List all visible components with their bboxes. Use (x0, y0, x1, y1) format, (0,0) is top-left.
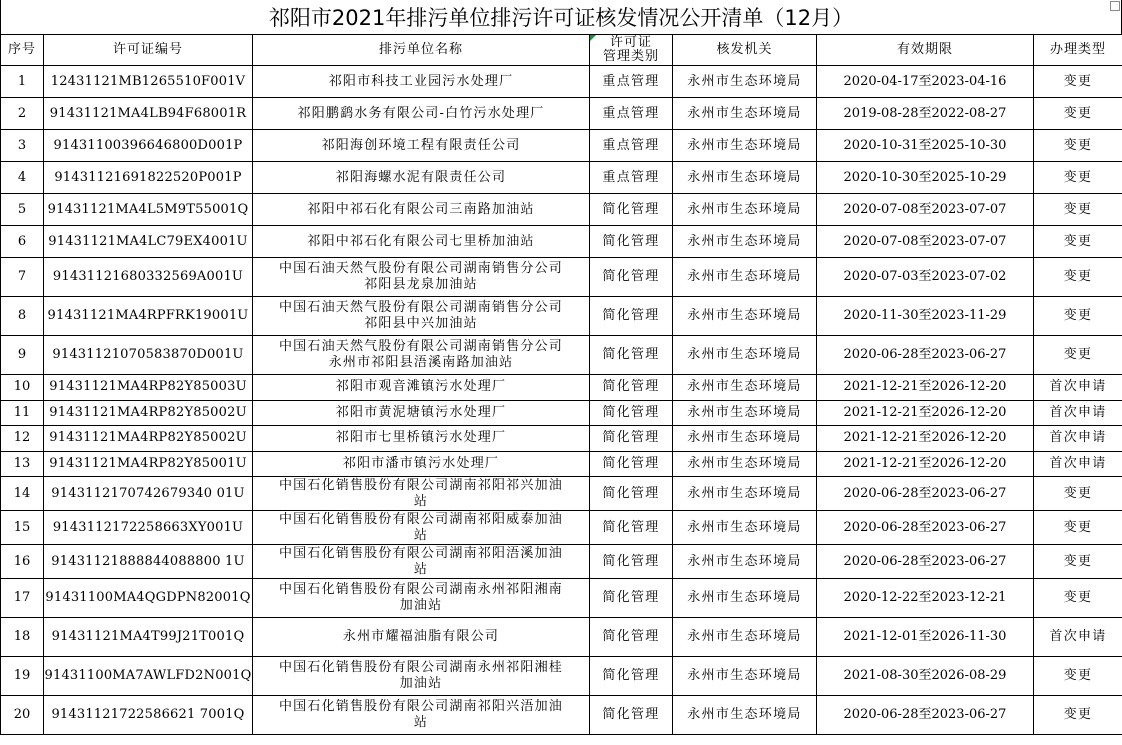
table-row[interactable] (1, 579, 1122, 618)
cell-unit-name[interactable] (253, 336, 590, 375)
unit-name-line2: 站 (413, 493, 429, 509)
cell-management-category[interactable]: 简化管理 (590, 226, 673, 258)
cell-issuing-authority[interactable]: 永州市生态环境局 (673, 511, 817, 545)
cell-process-type[interactable]: 变更 (1034, 511, 1122, 545)
unit-name-line1: 中国石化销售股份有限公司湖南永州祁阳湘桂 (278, 660, 563, 675)
cell-validity-period[interactable]: 2021-12-01至2026-11-30 (817, 618, 1034, 657)
cell-unit-name[interactable] (253, 579, 590, 618)
cell-issuing-authority[interactable]: 永州市生态环境局 (673, 375, 817, 401)
cell-process-type[interactable]: 首次申请 (1034, 375, 1122, 401)
cell-unit-name[interactable] (253, 451, 590, 477)
cell-validity-period[interactable]: 2020-06-28至2023-06-27 (817, 336, 1034, 375)
cell-unit-name[interactable] (253, 477, 590, 511)
cell-seq[interactable]: 8 (1, 297, 44, 336)
unit-name-line1: 中国石油天然气股份有限公司湖南销售分公司 (278, 300, 563, 315)
unit-name-line1: 祁阳海创环境工程有限责任公司 (321, 137, 521, 153)
cell-process-type[interactable]: 变更 (1034, 162, 1122, 194)
cell-process-type[interactable]: 首次申请 (1034, 618, 1122, 657)
unit-name-line2: 祁阳县中兴加油站 (364, 316, 478, 331)
cell-permit-code[interactable]: 91431100MA7AWLFD2N001Q (44, 657, 253, 696)
cell-process-type[interactable]: 变更 (1034, 579, 1122, 618)
cell-seq[interactable]: 13 (1, 451, 44, 477)
cell-validity-period[interactable]: 2020-06-28至2023-06-27 (817, 696, 1034, 735)
cell-validity-period[interactable]: 2021-12-21至2026-12-20 (817, 400, 1034, 426)
unit-name-line1: 祁阳市黄泥塘镇污水处理厂 (335, 404, 507, 420)
header-cat-line2: 管理类别 (602, 49, 659, 64)
unit-name-line1: 中国石化销售股份有限公司湖南祁阳兴浯加油 (278, 699, 563, 714)
cell-validity-period[interactable]: 2021-08-30至2026-08-29 (817, 657, 1034, 696)
header-permit-code[interactable]: 许可证编号 (44, 35, 253, 66)
cell-issuing-authority[interactable]: 永州市生态环境局 (673, 477, 817, 511)
cell-process-type[interactable]: 变更 (1034, 66, 1122, 98)
unit-name-line1: 永州市耀福油脂有限公司 (342, 629, 500, 644)
cell-permit-code[interactable]: 91431121MA4L5M9T55001Q (44, 194, 253, 226)
cell-permit-code[interactable]: 91431121MA4RP82Y85002U (44, 400, 253, 426)
cell-process-type[interactable]: 首次申请 (1034, 451, 1122, 477)
cell-seq[interactable]: 1 (1, 66, 44, 98)
table-row[interactable] (1, 336, 1122, 375)
cell-unit-name[interactable] (253, 66, 590, 98)
cell-seq[interactable]: 18 (1, 618, 44, 657)
cell-permit-code[interactable]: 91431121070583870D001U (44, 336, 253, 375)
cell-validity-period[interactable]: 2020-11-30至2023-11-29 (817, 297, 1034, 336)
header-issuing-authority[interactable]: 核发机关 (673, 35, 817, 66)
cell-permit-code[interactable]: 91431121722586621 7001Q (44, 696, 253, 735)
cell-process-type[interactable]: 变更 (1034, 477, 1122, 511)
unit-name-line1: 祁阳海螺水泥有限责任公司 (335, 169, 507, 185)
cell-seq[interactable]: 17 (1, 579, 44, 618)
cell-issuing-authority[interactable]: 永州市生态环境局 (673, 336, 817, 375)
cell-management-category[interactable]: 简化管理 (590, 258, 673, 297)
cell-seq[interactable]: 11 (1, 400, 44, 426)
cell-management-category[interactable]: 简化管理 (590, 696, 673, 735)
cell-management-category[interactable]: 简化管理 (590, 477, 673, 511)
cell-issuing-authority[interactable]: 永州市生态环境局 (673, 657, 817, 696)
cell-validity-period[interactable]: 2020-07-03至2023-07-02 (817, 258, 1034, 297)
table-row[interactable] (1, 657, 1122, 696)
cell-management-category[interactable]: 简化管理 (590, 545, 673, 579)
cell-management-category[interactable]: 简化管理 (590, 657, 673, 696)
unit-name-line1: 中国石化销售股份有限公司湖南永州祁阳湘南 (278, 582, 563, 597)
cell-validity-period[interactable]: 2020-07-08至2023-07-07 (817, 226, 1034, 258)
unit-name-line1: 祁阳中祁石化有限公司三南路加油站 (307, 201, 535, 217)
cell-seq[interactable]: 20 (1, 696, 44, 735)
unit-name-line1: 中国石化销售股份有限公司湖南祁阳威泰加油 (278, 511, 563, 527)
cell-permit-code[interactable]: 91431121MA4RPFRK19001U (44, 297, 253, 336)
cell-permit-code[interactable]: 9143112172258663XY001U (44, 511, 253, 545)
cell-validity-period[interactable]: 2020-12-22至2023-12-21 (817, 579, 1034, 618)
cell-unit-name[interactable] (253, 511, 590, 545)
table-row[interactable] (1, 98, 1122, 130)
cell-process-type[interactable]: 变更 (1034, 194, 1122, 226)
cell-corner-icon (1110, 1, 1120, 11)
header-management-category[interactable] (590, 35, 673, 66)
table-row[interactable] (1, 451, 1122, 477)
cell-unit-name[interactable] (253, 258, 590, 297)
cell-issuing-authority[interactable]: 永州市生态环境局 (673, 451, 817, 477)
header-process-type[interactable]: 办理类型 (1034, 35, 1122, 66)
cell-validity-period[interactable]: 2020-06-28至2023-06-27 (817, 545, 1034, 579)
cell-management-category[interactable]: 简化管理 (590, 400, 673, 426)
cell-issuing-authority[interactable]: 永州市生态环境局 (673, 696, 817, 735)
table-row[interactable] (1, 545, 1122, 579)
cell-management-category[interactable]: 简化管理 (590, 451, 673, 477)
cell-management-category[interactable]: 简化管理 (590, 336, 673, 375)
cell-validity-period[interactable]: 2021-12-21至2026-12-20 (817, 451, 1034, 477)
cell-unit-name[interactable] (253, 98, 590, 130)
cell-permit-code[interactable]: 91431100396646800D001P (44, 130, 253, 162)
cell-validity-period[interactable]: 2020-06-28至2023-06-27 (817, 477, 1034, 511)
cell-validity-period[interactable]: 2019-08-28至2022-08-27 (817, 98, 1034, 130)
cell-management-category[interactable]: 简化管理 (590, 426, 673, 452)
unit-name-line1: 中国石油天然气股份有限公司湖南销售分公司 (278, 261, 563, 276)
permit-table (0, 34, 1122, 735)
cell-validity-period[interactable]: 2020-06-28至2023-06-27 (817, 511, 1034, 545)
cell-seq[interactable]: 14 (1, 477, 44, 511)
unit-name-line2: 永州市祁阳县浯溪南路加油站 (328, 355, 514, 370)
cell-permit-code[interactable]: 91431121680332569A001U (44, 258, 253, 297)
cell-process-type[interactable]: 变更 (1034, 258, 1122, 297)
table-row[interactable] (1, 400, 1122, 426)
cell-permit-code[interactable]: 91431121691822520P001P (44, 162, 253, 194)
cell-permit-code[interactable]: 91431121MA4RP82Y85003U (44, 375, 253, 401)
comment-flag-icon (590, 35, 596, 41)
cell-unit-name[interactable] (253, 194, 590, 226)
unit-name-line1: 中国石化销售股份有限公司湖南祁阳祁兴加油 (278, 477, 563, 493)
table-row[interactable] (1, 511, 1122, 545)
table-row[interactable] (1, 194, 1122, 226)
unit-name-line1: 祁阳市科技工业园污水处理厂 (328, 73, 514, 89)
table-row[interactable] (1, 696, 1122, 735)
cell-seq[interactable]: 12 (1, 426, 44, 452)
cell-issuing-authority[interactable]: 永州市生态环境局 (673, 297, 817, 336)
cell-process-type[interactable]: 变更 (1034, 657, 1122, 696)
table-row[interactable] (1, 426, 1122, 452)
cell-management-category[interactable]: 简化管理 (590, 297, 673, 336)
cell-seq[interactable]: 15 (1, 511, 44, 545)
cell-process-type[interactable]: 变更 (1034, 297, 1122, 336)
cell-unit-name[interactable] (253, 162, 590, 194)
cell-management-category[interactable]: 重点管理 (590, 130, 673, 162)
cell-process-type[interactable]: 变更 (1034, 130, 1122, 162)
cell-validity-period[interactable]: 2020-10-30至2025-10-29 (817, 162, 1034, 194)
unit-name-line1: 祁阳中祁石化有限公司七里桥加油站 (307, 233, 535, 249)
cell-issuing-authority[interactable]: 永州市生态环境局 (673, 426, 817, 452)
cell-issuing-authority[interactable]: 永州市生态环境局 (673, 66, 817, 98)
cell-seq[interactable]: 3 (1, 130, 44, 162)
header-cat-line1: 许可证 (609, 35, 652, 50)
table-row[interactable] (1, 477, 1122, 511)
cell-issuing-authority[interactable]: 永州市生态环境局 (673, 130, 817, 162)
unit-name-line2: 加油站 (399, 598, 443, 613)
cell-unit-name[interactable] (253, 400, 590, 426)
cell-issuing-authority[interactable]: 永州市生态环境局 (673, 98, 817, 130)
cell-management-category[interactable]: 简化管理 (590, 618, 673, 657)
unit-name-line2: 站 (413, 561, 429, 577)
cell-unit-name[interactable] (253, 696, 590, 735)
cell-management-category[interactable]: 重点管理 (590, 162, 673, 194)
cell-unit-name[interactable] (253, 618, 590, 657)
cell-issuing-authority[interactable]: 永州市生态环境局 (673, 226, 817, 258)
table-row[interactable] (1, 258, 1122, 297)
cell-permit-code[interactable]: 91431121MA4LC79EX4001U (44, 226, 253, 258)
cell-process-type[interactable]: 变更 (1034, 98, 1122, 130)
cell-process-type[interactable]: 首次申请 (1034, 400, 1122, 426)
cell-process-type[interactable]: 首次申请 (1034, 426, 1122, 452)
unit-name-line1: 中国石油天然气股份有限公司湖南销售分公司 (278, 339, 563, 354)
cell-seq[interactable]: 16 (1, 545, 44, 579)
cell-validity-period[interactable]: 2021-12-21至2026-12-20 (817, 426, 1034, 452)
table-row[interactable] (1, 375, 1122, 401)
cell-permit-code[interactable]: 91431121MA4T99J21T001Q (44, 618, 253, 657)
cell-seq[interactable]: 9 (1, 336, 44, 375)
unit-name-line1: 祁阳鹏鹞水务有限公司-白竹污水处理厂 (297, 105, 545, 121)
header-validity-period[interactable]: 有效期限 (817, 35, 1034, 66)
cell-seq[interactable]: 19 (1, 657, 44, 696)
header-seq[interactable]: 序号 (1, 35, 44, 66)
cell-issuing-authority[interactable]: 永州市生态环境局 (673, 258, 817, 297)
unit-name-line2: 加油站 (399, 676, 443, 691)
table-row[interactable] (1, 226, 1122, 258)
cell-unit-name[interactable] (253, 426, 590, 452)
cell-permit-code[interactable]: 91431121888844088800 1U (44, 545, 253, 579)
cell-permit-code[interactable]: 9143112170742679340 01U (44, 477, 253, 511)
sheet-title: 祁阳市2021年排污单位排污许可证核发情况公开清单（12月） (0, 0, 1122, 34)
unit-name-line1: 中国石化销售股份有限公司湖南祁阳浯溪加油 (278, 545, 563, 561)
cell-management-category[interactable]: 简化管理 (590, 194, 673, 226)
cell-issuing-authority[interactable]: 永州市生态环境局 (673, 162, 817, 194)
cell-seq[interactable]: 5 (1, 194, 44, 226)
unit-name-line1: 祁阳市观音滩镇污水处理厂 (335, 379, 507, 395)
table-row[interactable] (1, 162, 1122, 194)
table-row[interactable] (1, 66, 1122, 98)
cell-seq[interactable]: 10 (1, 375, 44, 401)
cell-validity-period[interactable]: 2020-07-08至2023-07-07 (817, 194, 1034, 226)
cell-permit-code[interactable]: 91431121MA4RP82Y85001U (44, 451, 253, 477)
header-unit-name[interactable]: 排污单位名称 (253, 35, 590, 66)
cell-management-category[interactable]: 简化管理 (590, 375, 673, 401)
cell-validity-period[interactable]: 2021-12-21至2026-12-20 (817, 375, 1034, 401)
unit-name-line1: 祁阳市潘市镇污水处理厂 (342, 455, 500, 471)
cell-process-type[interactable]: 变更 (1034, 336, 1122, 375)
unit-name-line1: 祁阳市七里桥镇污水处理厂 (335, 430, 507, 446)
cell-process-type[interactable]: 变更 (1034, 545, 1122, 579)
unit-name-line2: 站 (413, 715, 429, 730)
cell-seq[interactable]: 2 (1, 98, 44, 130)
cell-process-type[interactable]: 变更 (1034, 696, 1122, 735)
cell-permit-code[interactable]: 91431121MA4LB94F68001R (44, 98, 253, 130)
cell-validity-period[interactable]: 2020-10-31至2025-10-30 (817, 130, 1034, 162)
cell-issuing-authority[interactable]: 永州市生态环境局 (673, 579, 817, 618)
header-row (1, 35, 1122, 66)
cell-permit-code[interactable]: 91431121MA4RP82Y85002U (44, 426, 253, 452)
cell-management-category[interactable]: 重点管理 (590, 98, 673, 130)
cell-management-category[interactable]: 重点管理 (590, 66, 673, 98)
cell-seq[interactable]: 7 (1, 258, 44, 297)
cell-unit-name[interactable] (253, 297, 590, 336)
cell-issuing-authority[interactable]: 永州市生态环境局 (673, 618, 817, 657)
cell-management-category[interactable]: 简化管理 (590, 579, 673, 618)
cell-seq[interactable]: 6 (1, 226, 44, 258)
cell-issuing-authority[interactable]: 永州市生态环境局 (673, 400, 817, 426)
cell-issuing-authority[interactable]: 永州市生态环境局 (673, 194, 817, 226)
table-row[interactable] (1, 618, 1122, 657)
cell-permit-code[interactable]: 91431100MA4QGDPN82001Q (44, 579, 253, 618)
cell-unit-name[interactable] (253, 545, 590, 579)
table-row[interactable] (1, 297, 1122, 336)
cell-validity-period[interactable]: 2020-04-17至2023-04-16 (817, 66, 1034, 98)
cell-unit-name[interactable] (253, 375, 590, 401)
unit-name-line2: 祁阳县龙泉加油站 (364, 277, 478, 292)
cell-issuing-authority[interactable]: 永州市生态环境局 (673, 545, 817, 579)
cell-process-type[interactable]: 变更 (1034, 226, 1122, 258)
table-row[interactable] (1, 130, 1122, 162)
cell-unit-name[interactable] (253, 226, 590, 258)
cell-unit-name[interactable] (253, 657, 590, 696)
cell-seq[interactable]: 4 (1, 162, 44, 194)
unit-name-line2: 站 (413, 527, 429, 543)
cell-unit-name[interactable] (253, 130, 590, 162)
cell-management-category[interactable]: 简化管理 (590, 511, 673, 545)
cell-permit-code[interactable]: 12431121MB1265510F001V (44, 66, 253, 98)
